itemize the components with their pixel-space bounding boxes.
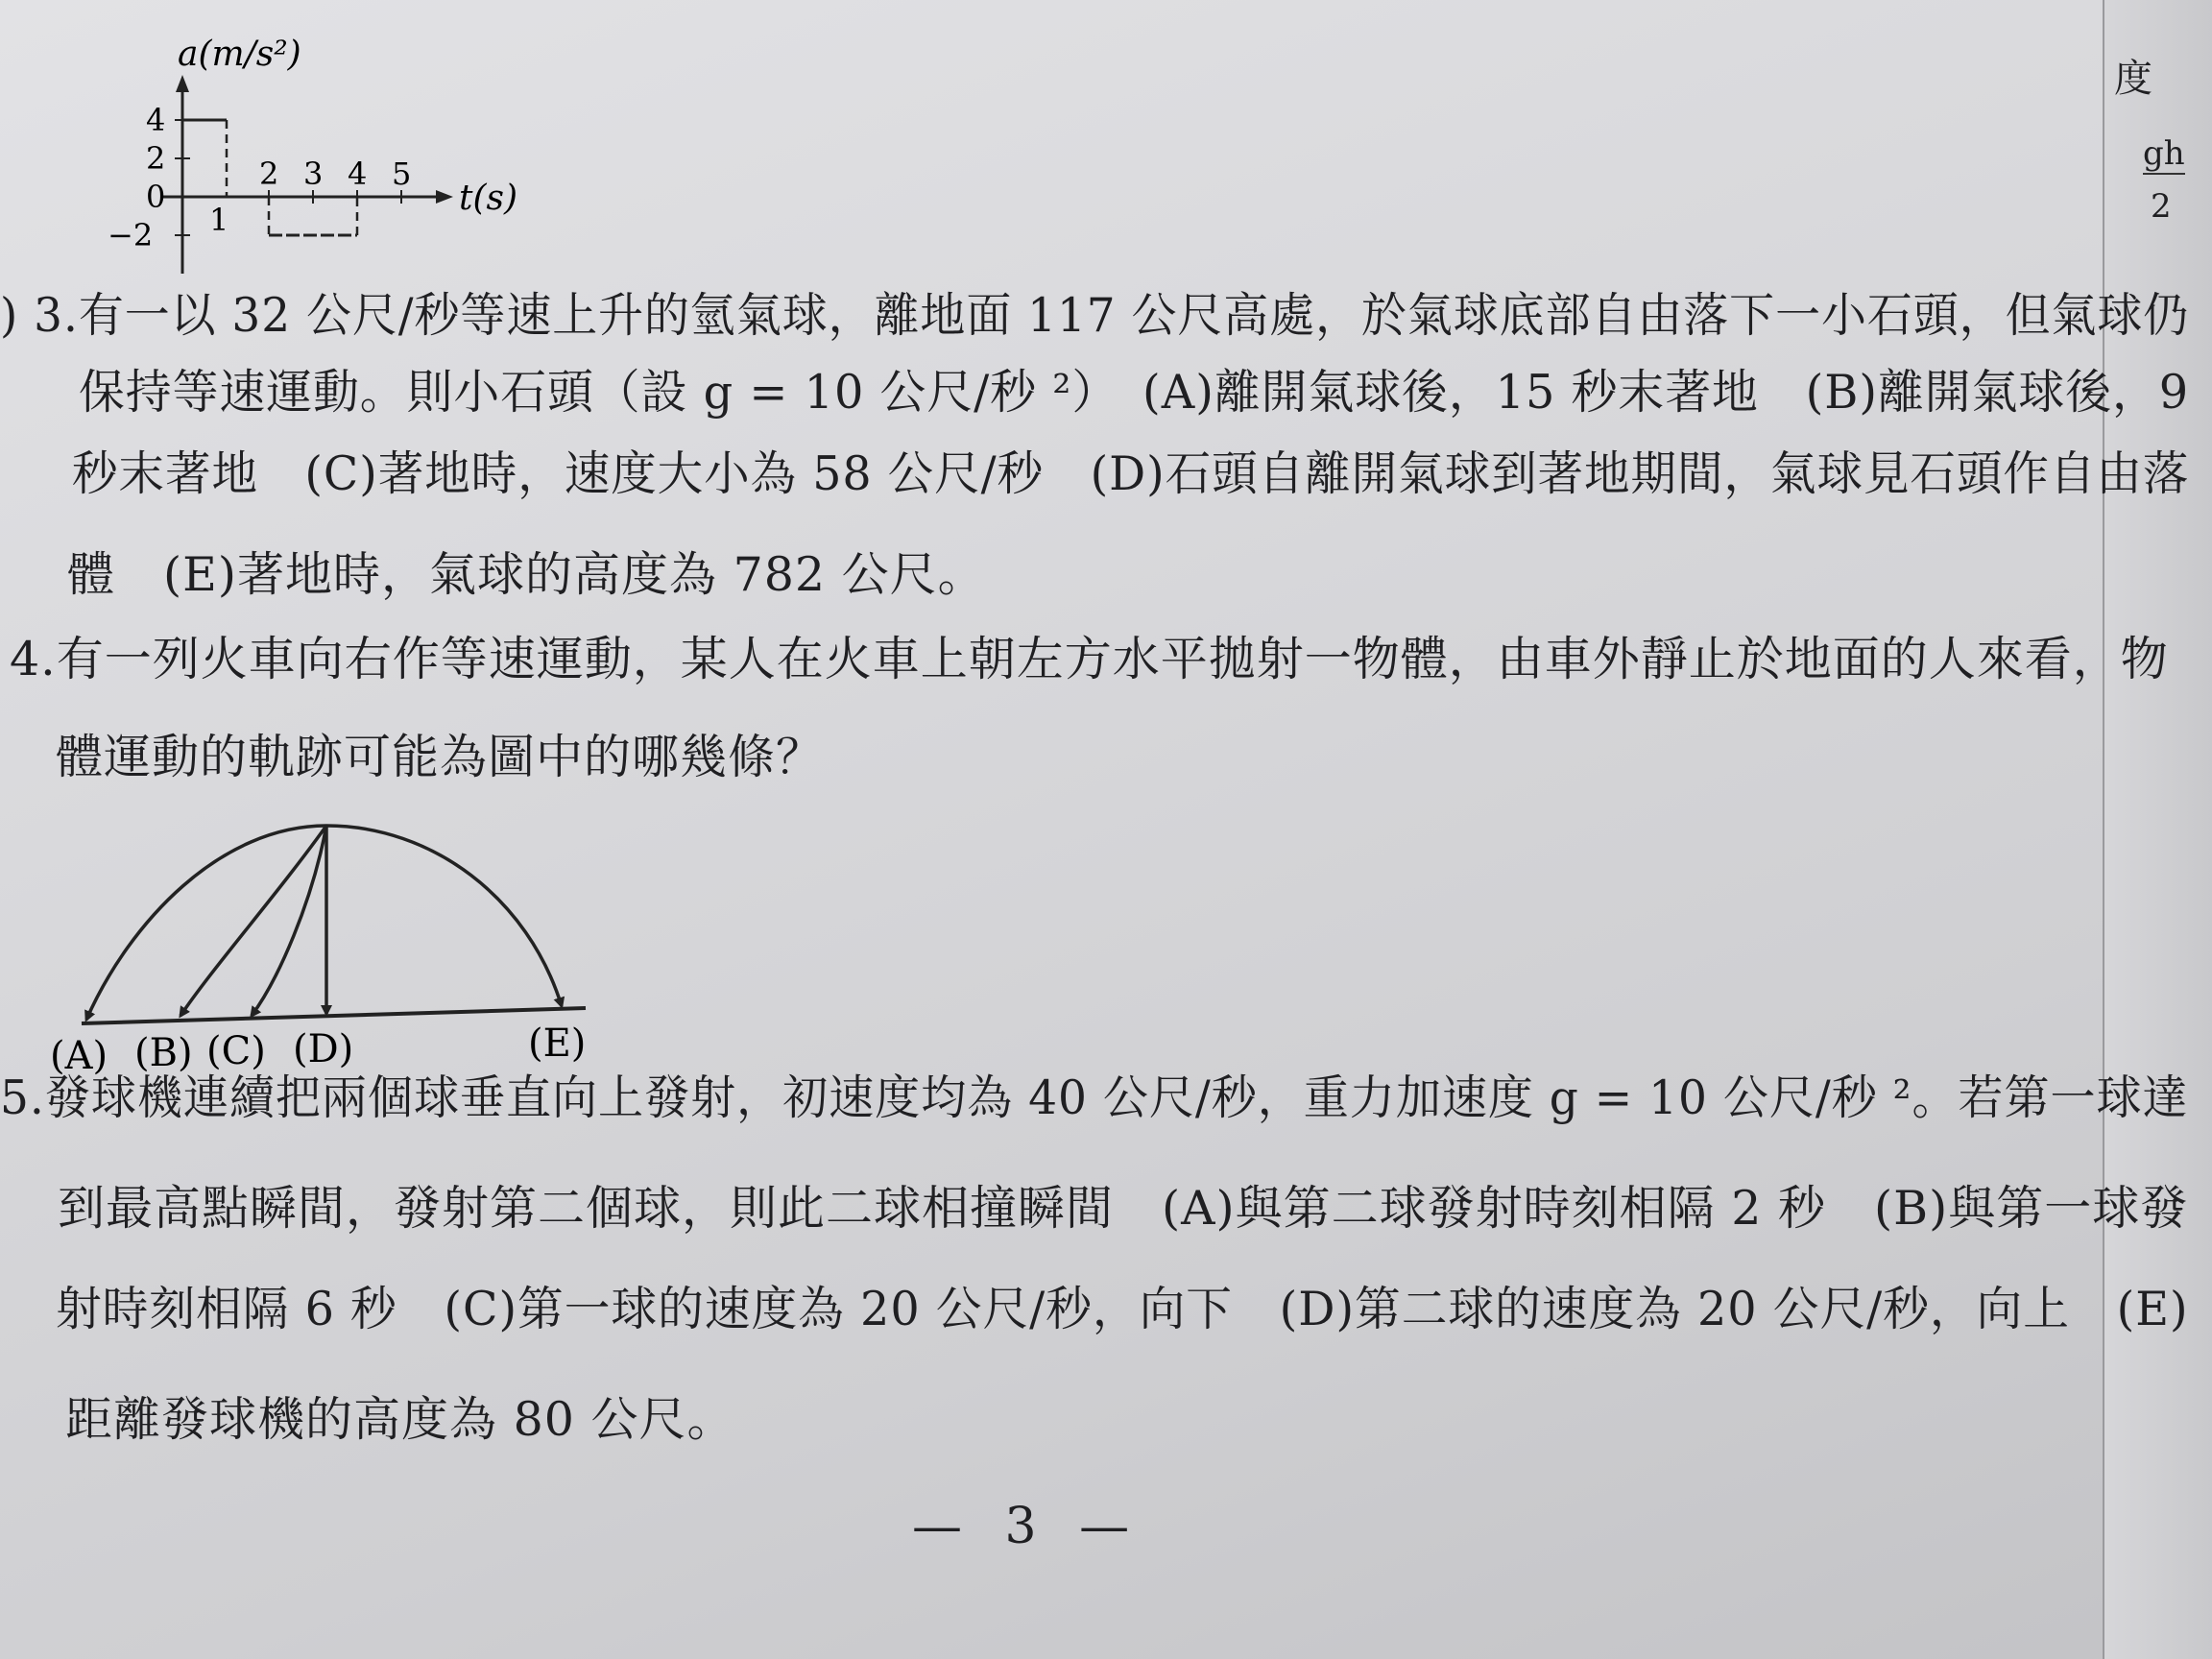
q5-line-2: 到最高點瞬間，發射第二個球，則此二球相撞瞬間 (A)與第二球發射時刻相隔 2 秒 (B)與第一球發 [58,1181,2189,1236]
label-a: (A) [50,1034,108,1078]
x-tick-4: 4 [348,156,368,192]
trajectory-e [326,826,562,1006]
y-axis-label: a(m/s²) [178,35,301,74]
x-tick-5: 5 [392,156,412,192]
q3-line-4: 體 (E)著地時，氣球的高度為 782 公尺。 [67,547,986,602]
q4-line-1: 4.有一列火車向右作等速運動，某人在火車上朝左方水平拋射一物體，由車外靜止於地面的人來看，物 [10,632,2169,686]
trajectory-a [86,826,326,1020]
trajectory-diagram [38,806,614,1094]
q4-line-2: 體運動的軌跡可能為圖中的哪幾條？ [56,730,825,784]
label-d: (D) [293,1027,354,1071]
label-c: (C) [206,1029,266,1073]
adjacent-page-edge [2103,0,2212,1659]
q5-line-1: 5.發球機連續把兩個球垂直向上發射，初速度均為 40 公尺/秒，重力加速度 g = 10 公尺/秒 ²。若第一球達 [0,1070,2189,1125]
y-tick-2: 2 [146,140,166,177]
trajectory-b [180,826,326,1016]
q5-line-3: 射時刻相隔 6 秒 (C)第一球的速度為 20 公尺/秒，向下 (D)第二球的速度為 20 公尺/秒，向上 (E) [56,1282,2189,1336]
edge-frac-bottom: 2 [2151,187,2172,226]
edge-char: 度 [2114,57,2152,101]
acceleration-time-graph [96,29,547,278]
q5-line-4: 距離發球機的高度為 80 公尺。 [65,1392,735,1447]
x-tick-1: 1 [209,202,229,238]
edge-frac-top: gh [2143,134,2185,173]
label-b: (B) [134,1031,193,1075]
x-axis-label: t(s) [459,179,518,218]
y-tick-neg2: −2 [108,217,154,253]
y-tick-0: 0 [146,179,166,215]
label-e: (E) [528,1022,587,1066]
x-tick-3: 3 [303,156,324,192]
page-number: — 3 — [912,1498,1143,1555]
q3-line-1: ) 3.有一以 32 公尺/秒等速上升的氫氣球，離地面 117 公尺高處，於氣球底部自由落下一小石頭，但氣球仍 [0,288,2190,343]
q3-line-2: 保持等速運動。則小石頭（設 g = 10 公尺/秒 ²） (A)離開氣球後，15 秒末著地 (B)離開氣球後，9 [79,365,2190,420]
a-axis-arrow [176,75,189,92]
y-tick-4: 4 [146,102,166,138]
q3-line-3: 秒末著地 (C)著地時，速度大小為 58 公尺/秒 (D)石頭自離開氣球到著地期間，氣球見石頭作自由落 [72,446,2190,501]
trajectory-c [252,826,326,1016]
x-tick-2: 2 [259,156,279,192]
t-axis-arrow [436,190,453,204]
ground-line [82,1008,586,1023]
